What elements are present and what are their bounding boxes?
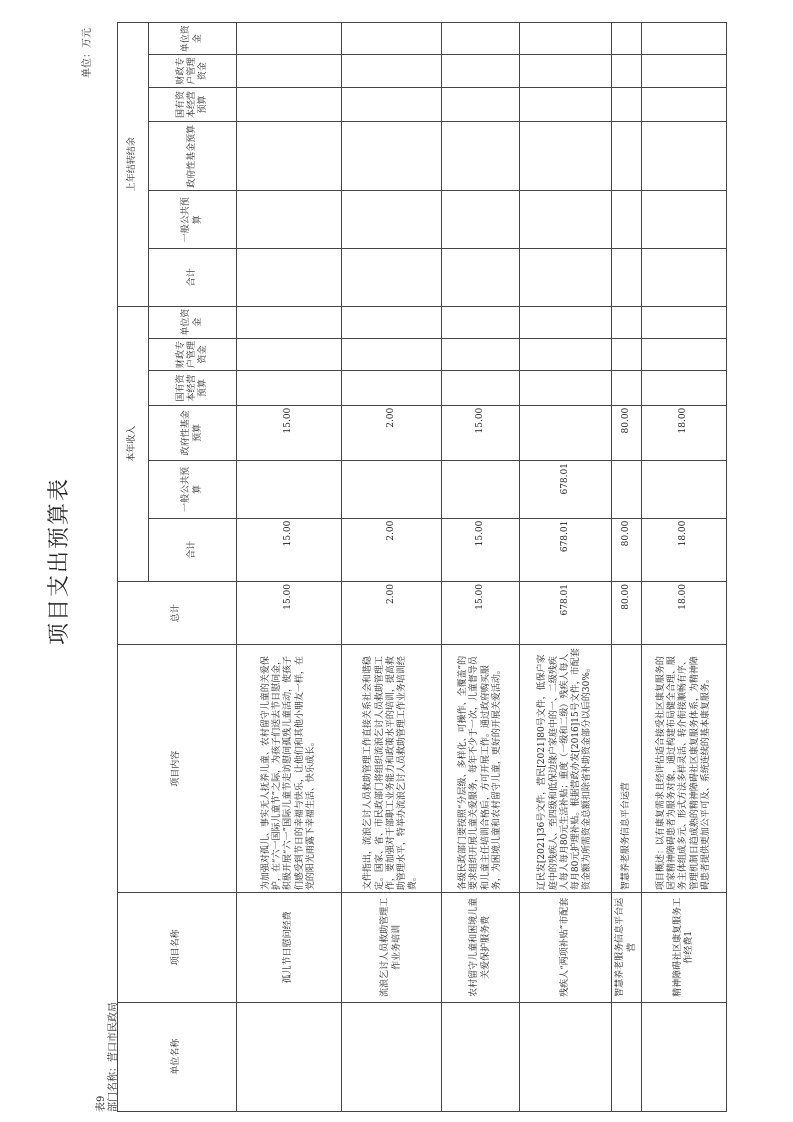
row-total: 15.00 bbox=[442, 582, 520, 645]
row-subtotal: 678.01 bbox=[520, 518, 612, 581]
row-subtotal: 2.00 bbox=[342, 518, 442, 581]
header-current-income: 本年收入 bbox=[118, 306, 149, 581]
table-row bbox=[442, 23, 520, 1112]
table-row bbox=[520, 23, 612, 1112]
row-subtotal: 15.00 bbox=[442, 518, 520, 581]
row-general bbox=[442, 461, 520, 519]
row-subtotal: 80.00 bbox=[612, 518, 642, 581]
header-carry-state: 国有资本经营预算 bbox=[149, 87, 237, 122]
row-project-content: 各级民政部门要按照“分层级、多样化、可操作、全覆盖”的要求组织开展儿童关爱服务，每年不少于一次，儿童督导员和儿童主任培训合格后，方可开展工作。通过政府购买服务，为困境儿童和农村留守儿童，更好的开展关爱活动。 bbox=[442, 645, 520, 893]
row-project-name: 智慧养老服务信息平台运营 bbox=[612, 893, 642, 1002]
row-fund bbox=[520, 405, 612, 460]
row-project-content: 为加强对孤儿、事实无人抚养儿童、农村留守儿童的关爱保护，在“六一国际儿童节”之际，为孩子们送去节日慰问金，积极开展“六一”国际儿童节走访慰问孤残儿童活动，使孩子们感受到节日的幸福与快乐，让他们和其他小朋友一样，在党的阳光雨露下幸福生活、快乐成长。 bbox=[237, 645, 342, 893]
header-unit-funds: 单位资金 bbox=[149, 306, 237, 338]
header-subtotal: 合计 bbox=[149, 518, 237, 581]
header-carryover: 上年结转结余 bbox=[118, 23, 149, 307]
row-subtotal: 18.00 bbox=[642, 518, 727, 581]
row-total: 678.01 bbox=[520, 582, 612, 645]
budget-table bbox=[117, 22, 727, 1112]
table-row bbox=[612, 23, 642, 1112]
row-total: 2.00 bbox=[342, 582, 442, 645]
table-row bbox=[342, 23, 442, 1112]
row-project-content: 项目概述：以有康复需求且经评估适合接受社区康复服务的居家精神障碍患者为服务对象，通过构建布局健全合理、服务主体组成多元、形式方法多样灵活、转介衔接顺畅有序、管理机制日趋成熟的精神障碍社区康复服务体系，为精神障碍患者提供更加公平可及、系统连续的基本康复服务。 bbox=[642, 645, 727, 893]
header-total: 总计 bbox=[118, 582, 237, 645]
row-project-content: 辽民发[2021]36号文件，营民[2021]80号文件，低保户家庭中的残疾人、至四级和低保边缘户家庭中的一、二级残疾人每人每月80元生活补贴；重度（一级和二级）残疾人每人每月80元护理补贴。根据营政办发[2016]15号文件，市配套资金额为所需资金总额扣除省补助资金部分以后的30%。 bbox=[520, 645, 612, 893]
row-fund: 2.00 bbox=[342, 405, 442, 460]
row-project-content: 文件指出，流浪乞讨人员救助管理工作直接关系社会和谐稳定。国家、省、市民政部门将组织流浪乞讨人员救助管理工作，要加强对干部职工业务能力和政策水平的培训，提高救助管理水平，特举办流浪乞讨人员救助管理工作业务培训经费。 bbox=[342, 645, 442, 893]
row-general bbox=[642, 461, 727, 519]
header-unit-name: 单位名称 bbox=[118, 1002, 237, 1111]
row-total: 18.00 bbox=[642, 582, 727, 645]
header-general-budget: 一般公共预算 bbox=[149, 461, 237, 519]
row-subtotal: 15.00 bbox=[237, 518, 342, 581]
table-row bbox=[642, 23, 727, 1112]
header-fiscal-special: 财政专户管理资金 bbox=[149, 338, 237, 370]
row-project-content: 智慧养老服务信息平台运营 bbox=[612, 645, 642, 893]
page-title: 项目支出预算表 bbox=[47, 477, 72, 646]
row-project-name: 农村留守儿童和困境儿童关爱保护服务费 bbox=[442, 893, 520, 1002]
header-project-content: 项目内容 bbox=[118, 645, 237, 893]
table-tag: 表9 bbox=[96, 1095, 107, 1112]
row-general: 678.01 bbox=[520, 461, 612, 519]
table-row bbox=[237, 23, 342, 1112]
row-general bbox=[237, 461, 342, 519]
row-fund: 15.00 bbox=[237, 405, 342, 460]
row-general bbox=[342, 461, 442, 519]
header-carry-unit: 单位资金 bbox=[149, 23, 237, 55]
unit-label: 单位：万元 bbox=[82, 28, 93, 78]
row-total: 15.00 bbox=[237, 582, 342, 645]
row-project-name: 精神障碍社区康复服务工作经费1 bbox=[642, 893, 727, 1002]
row-total: 80.00 bbox=[612, 582, 642, 645]
row-fund: 15.00 bbox=[442, 405, 520, 460]
row-fund: 18.00 bbox=[642, 405, 727, 460]
row-general bbox=[612, 461, 642, 519]
header-carry-fund: 政府性基金预算 bbox=[149, 122, 237, 191]
row-project-name: 孤儿节日慰问经费 bbox=[237, 893, 342, 1002]
row-project-name: 残疾人“两项补贴”市配套 bbox=[520, 893, 612, 1002]
department-label: 部门名称：营口市民政局 bbox=[108, 1002, 119, 1112]
header-carry-subtotal: 合计 bbox=[149, 249, 237, 307]
header-project-name: 项目名称 bbox=[118, 893, 237, 1002]
row-project-name: 流浪乞讨人员救助管理工作业务培训 bbox=[342, 893, 442, 1002]
header-carry-fiscal: 财政专户管理资金 bbox=[149, 55, 237, 87]
row-fund: 80.00 bbox=[612, 405, 642, 460]
header-fund-budget: 政府性基金预算 bbox=[149, 405, 237, 460]
header-carry-general: 一般公共预算 bbox=[149, 191, 237, 249]
header-state-capital: 国有资本经营预算 bbox=[149, 371, 237, 406]
